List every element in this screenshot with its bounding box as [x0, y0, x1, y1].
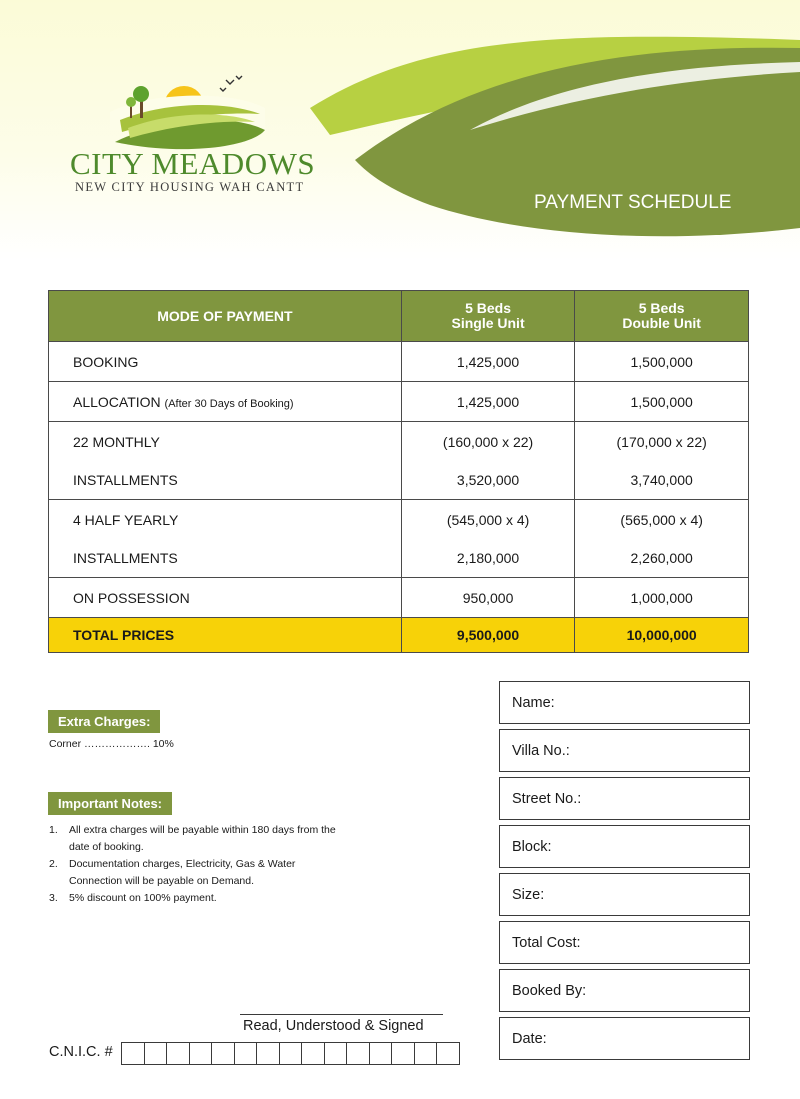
row-label: [49, 500, 402, 578]
allocation-label: ALLOCATION: [73, 393, 161, 410]
signature-line[interactable]: [240, 1014, 443, 1015]
note-number: 1.: [49, 824, 58, 836]
single-value: 1,425,000: [401, 342, 574, 382]
table-header-row: [49, 291, 749, 342]
single-value: 1,425,000: [401, 382, 574, 422]
cnic-digit-box[interactable]: [166, 1042, 190, 1065]
double-value: 1,000,000: [575, 578, 749, 618]
size-field[interactable]: Size:: [499, 873, 750, 916]
header-mode-of-payment: MODE OF PAYMENT: [49, 291, 402, 342]
total-cost-field[interactable]: Total Cost:: [499, 921, 750, 964]
cnic-digit-box[interactable]: [436, 1042, 460, 1065]
cnic-label: C.N.I.C. #: [49, 1044, 113, 1060]
cnic-digit-box[interactable]: [189, 1042, 213, 1065]
halfyearly-double-total: 2,260,000: [630, 549, 693, 566]
note-number: 2.: [49, 858, 58, 870]
booked-by-field[interactable]: Booked By:: [499, 969, 750, 1012]
cnic-digit-box[interactable]: [324, 1042, 348, 1065]
signature-label: Read, Understood & Signed: [243, 1018, 424, 1034]
row-label: [49, 382, 402, 422]
table-row-possession: [49, 578, 749, 618]
booking-form: [499, 681, 750, 1065]
double-value: 1,500,000: [575, 342, 749, 382]
document-title: PAYMENT SCHEDULE: [534, 192, 732, 213]
cnic-digit-box[interactable]: [211, 1042, 235, 1065]
monthly-double-total: 3,740,000: [630, 471, 693, 488]
allocation-note: (After 30 Days of Booking): [164, 397, 294, 410]
header-double-beds: 5 Beds: [638, 300, 685, 316]
street-no-field[interactable]: Street No.:: [499, 777, 750, 820]
note-text: All extra charges will be payable within 180 days from the date of booking.: [69, 824, 336, 853]
row-label: [49, 422, 402, 500]
total-single: 9,500,000: [401, 618, 574, 653]
note-item: [49, 822, 349, 856]
header-single-beds: 5 Beds: [465, 300, 512, 316]
note-number: 3.: [49, 892, 58, 904]
halfyearly-double-formula: (565,000 x 4): [620, 511, 703, 528]
header-double-unit: [575, 291, 749, 342]
table-row-total: [49, 618, 749, 653]
important-notes-list: [49, 822, 349, 907]
cnic-digit-box[interactable]: [391, 1042, 415, 1065]
single-value: [401, 422, 574, 500]
header-double-label: Double Unit: [622, 315, 701, 331]
cnic-digit-box[interactable]: [144, 1042, 168, 1065]
cnic-digit-box[interactable]: [346, 1042, 370, 1065]
cnic-digit-box[interactable]: [121, 1042, 145, 1065]
payment-schedule-table: [48, 290, 749, 653]
cnic-digit-box[interactable]: [301, 1042, 325, 1065]
villa-no-field[interactable]: Villa No.:: [499, 729, 750, 772]
double-value: 1,500,000: [575, 382, 749, 422]
important-notes-heading: Important Notes:: [48, 792, 172, 815]
table-row-booking: [49, 342, 749, 382]
monthly-double-formula: (170,000 x 22): [616, 433, 707, 450]
cnic-digit-box[interactable]: [414, 1042, 438, 1065]
note-item: [49, 890, 349, 907]
total-double: 10,000,000: [575, 618, 749, 653]
halfyearly-single-formula: (545,000 x 4): [446, 511, 530, 528]
table-row-halfyearly: [49, 500, 749, 578]
double-value: [575, 422, 749, 500]
note-text: 5% discount on 100% payment.: [69, 892, 217, 904]
double-value: [575, 500, 749, 578]
single-value: [401, 500, 574, 578]
monthly-single-formula: (160,000 x 22): [442, 433, 534, 450]
monthly-label-line2: INSTALLMENTS: [73, 471, 178, 488]
total-label: TOTAL PRICES: [49, 618, 402, 653]
halfyearly-single-total: 2,180,000: [456, 549, 520, 566]
table-row-monthly: [49, 422, 749, 500]
row-label: ON POSSESSION: [49, 578, 402, 618]
halfyearly-label-line1: 4 HALF YEARLY: [73, 511, 179, 528]
single-value: 950,000: [401, 578, 574, 618]
cnic-digit-box[interactable]: [234, 1042, 258, 1065]
block-field[interactable]: Block:: [499, 825, 750, 868]
monthly-label-line1: 22 MONTHLY: [73, 433, 160, 450]
note-text: Documentation charges, Electricity, Gas & Water Connection will be payable on Demand.: [69, 858, 296, 887]
extra-charges-heading: Extra Charges:: [48, 710, 160, 733]
cnic-digit-box[interactable]: [369, 1042, 393, 1065]
cnic-digit-box[interactable]: [256, 1042, 280, 1065]
halfyearly-label-line2: INSTALLMENTS: [73, 549, 178, 566]
row-label: BOOKING: [49, 342, 402, 382]
monthly-single-total: 3,520,000: [456, 471, 520, 488]
date-field[interactable]: Date:: [499, 1017, 750, 1060]
header-single-label: Single Unit: [451, 315, 525, 331]
cnic-input-boxes[interactable]: [122, 1042, 460, 1065]
note-item: [49, 856, 349, 890]
table-row-allocation: [49, 382, 749, 422]
brand-tagline: NEW CITY HOUSING WAH CANTT: [75, 180, 305, 194]
brand-name: CITY MEADOWS: [70, 146, 316, 181]
header-banner: [0, 0, 800, 260]
name-field[interactable]: Name:: [499, 681, 750, 724]
cnic-digit-box[interactable]: [279, 1042, 303, 1065]
header-single-unit: [401, 291, 574, 342]
extra-charges-corner: Corner ………………. 10%: [49, 738, 174, 750]
